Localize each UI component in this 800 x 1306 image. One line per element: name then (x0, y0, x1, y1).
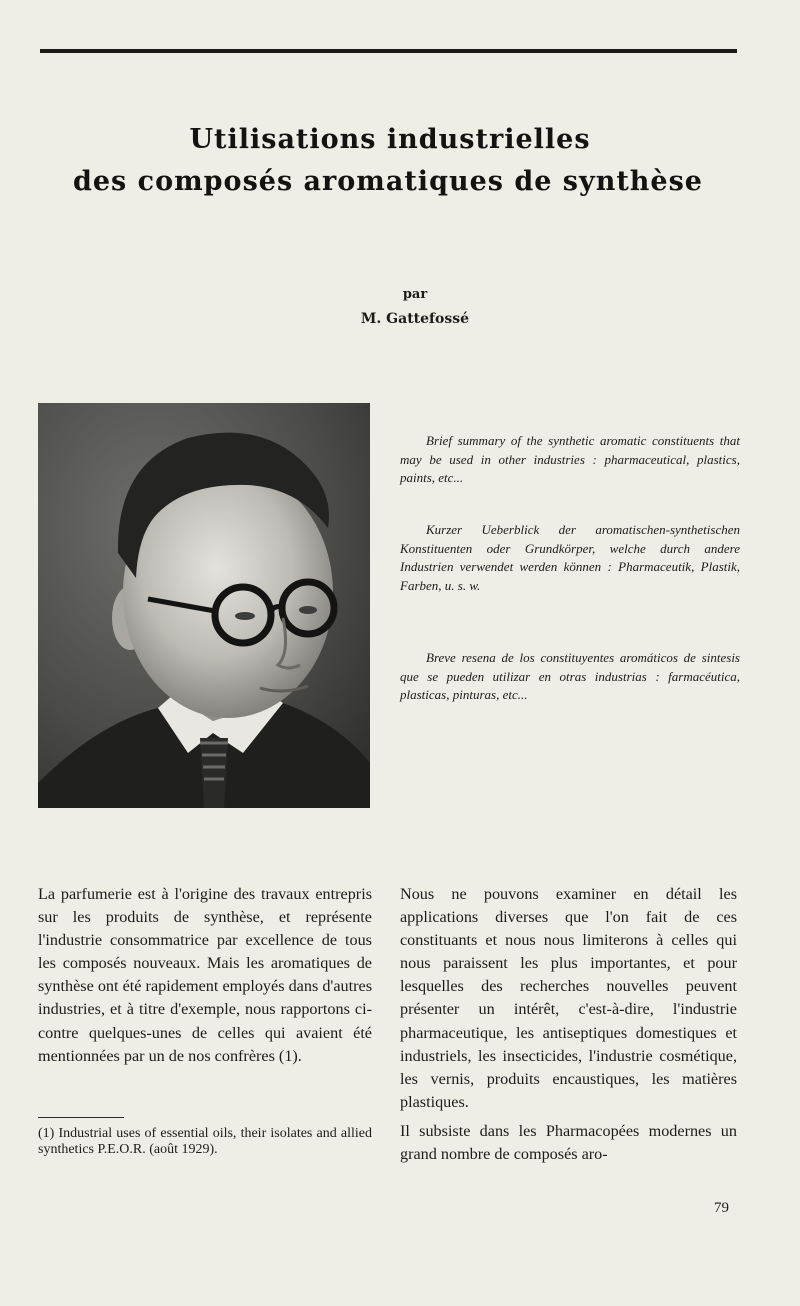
footnote: (1) Industrial uses of essential oils, their isolates and allied synthetics P.E.O.R. (août 1929). (38, 1126, 372, 1157)
footnote-rule (38, 1117, 124, 1118)
body-paragraph: Nous ne pouvons examiner en détail les applications diverses que l'on fait de ces constituants et nous nous limiterons à celles qui nous paraissent les plus importantes, et pour lesquelles des recherches nouvelles peuvent présenter un intérêt, c'est-à-dire, l'industrie pharmaceutique, les antiseptiques domestiques et industriels, les insecticides, l'industrie cosmétique, les vernis, produits encaustiques, les matières plastiques. (400, 885, 737, 1111)
portrait-photo (38, 403, 370, 808)
page-number: 79 (714, 1200, 729, 1216)
article-title-line1: Utilisations industrielles (189, 124, 591, 155)
author-name: M. Gattefossé (360, 311, 470, 327)
byline-prefix: par (402, 287, 428, 302)
summary-english: Brief summary of the synthetic aromatic constituents that may be used in other industries : pharmaceutical, plastics, paints, etc... (400, 433, 740, 485)
body-column-left (38, 883, 372, 1068)
summary-spanish: Breve resena de los constituyentes aromáticos de sintesis que se pueden utilizar en otras industrias : farmacéutica, plasticas, pinturas, etc... (400, 650, 740, 702)
author-portrait-photo (38, 403, 370, 808)
body-paragraph: Il subsiste dans les Pharmacopées modernes un grand nombre de composés aro- (400, 1121, 737, 1164)
summary-german: Kurzer Ueberblick der aromatischen-synthetischen Konstituenten oder Grundkörper, welche durch andere Industrien verwendet werden können : Pharmaceutik, Plastik, Farben, u. s. w. (400, 522, 740, 593)
body-column-right (400, 883, 737, 1166)
body-paragraph: La parfumerie est à l'origine des travaux entrepris sur les produits de synthèse, et représente l'industrie consommatrice par excellence de tous les composés nouveaux. Mais les aromatiques de synthèse ont été rapidement employés dans d'autres industries, et à titre d'exemple, nous rapportons ci-contre quelques-unes de celles qui avaient été mentionnées par un de nos confrères (1). (38, 885, 372, 1065)
article-title-line2: des composés aromatiques de synthèse (73, 166, 703, 197)
header-rule (40, 49, 737, 53)
